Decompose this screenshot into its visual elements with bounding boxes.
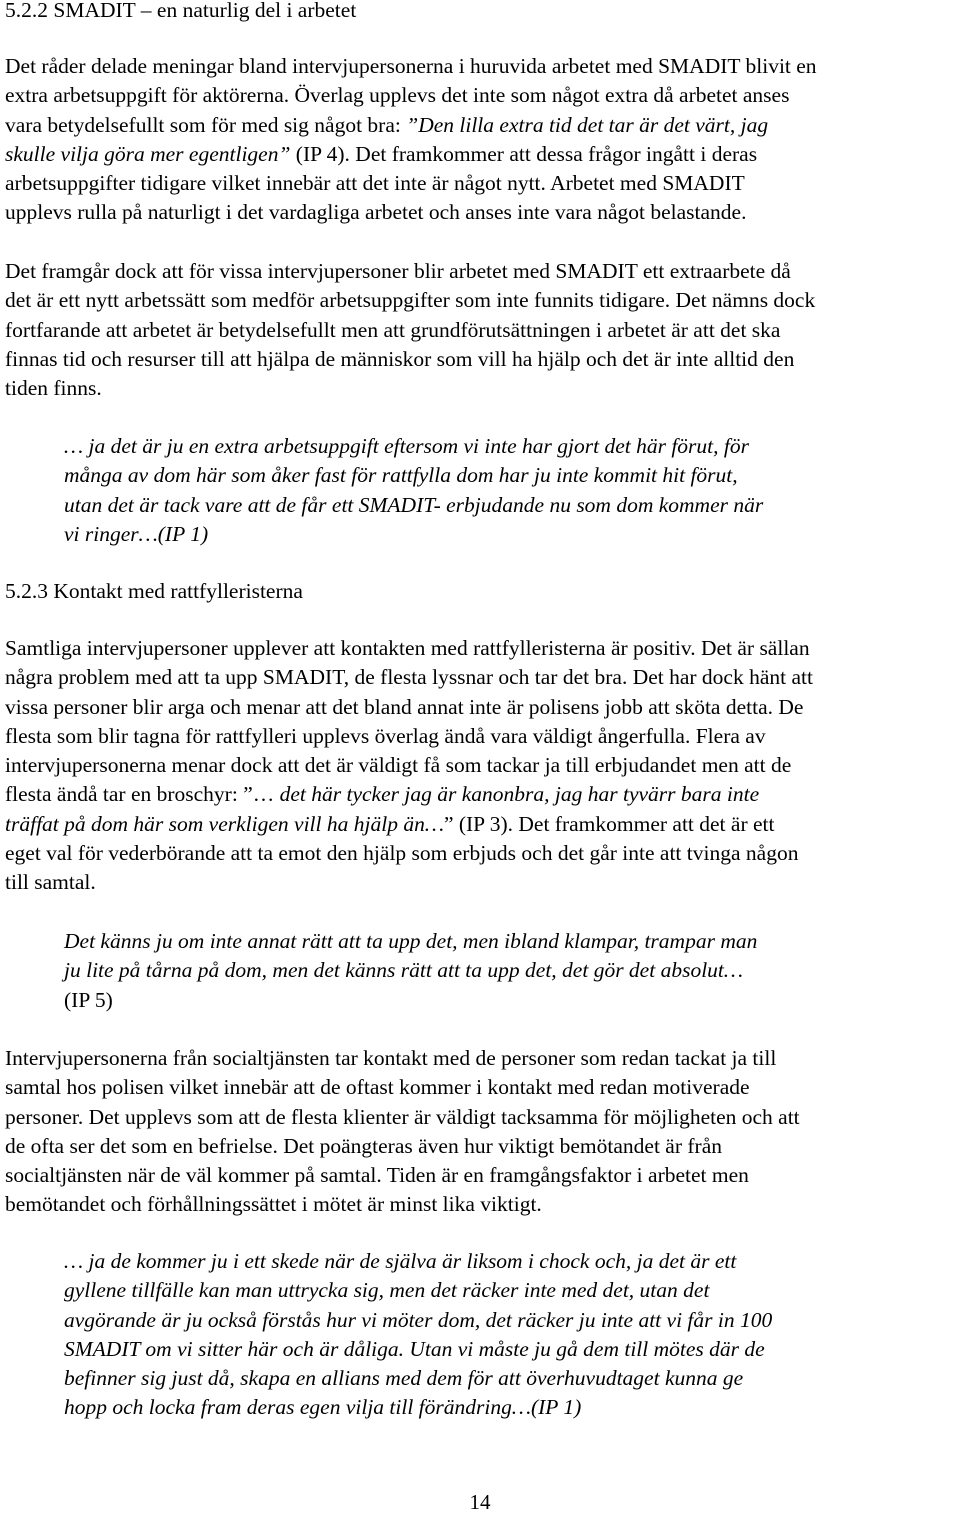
text-line: vi ringer…(IP 1)	[64, 521, 209, 546]
text-line	[5, 111, 951, 140]
text-line: det är ett nytt arbetssätt som medför arbetsuppgifter som inte funnits tidigare. Det nämns dock	[5, 288, 816, 313]
text-line	[5, 634, 951, 663]
text-line	[5, 169, 951, 198]
text-run: vissa personer blir arga och menar att det bland annat inte är polisens jobb att sköta detta. De	[5, 694, 804, 719]
text-line	[5, 81, 951, 110]
text-run: några problem med att ta upp SMADIT, de flesta lyssnar och tar det bra. Det har dock hänt att	[5, 665, 813, 690]
text-line	[5, 780, 951, 809]
text-line	[5, 663, 951, 692]
italic-quote-run: ”Den lilla extra tid det tar är det värt, jag	[406, 112, 769, 137]
text-run: vara betydelsefullt som för med sig något bra:	[5, 112, 407, 137]
text-line: hopp och locka fram deras egen vilja till förändring…(IP 1)	[64, 1395, 582, 1420]
text-line	[5, 722, 951, 751]
text-run: (IP 4). Det framkommer att dessa frågor ingått i deras	[290, 141, 758, 166]
text-line: avgörande är ju också förstås hur vi möter dom, det räcker ju inte att vi får in 100	[64, 1307, 773, 1332]
text-run: flesta ändå tar en broschyr: ”…	[5, 782, 280, 807]
paragraph-contact-positive	[5, 634, 951, 898]
italic-quote-run: träffat på dom här som verkligen vill ha hjälp än…	[5, 811, 444, 836]
text-run: till samtal.	[5, 870, 96, 895]
quote-ip5-feels-right	[64, 927, 924, 1015]
text-line: personer. Det upplevs som att de flesta klienter är väldigt tacksamma för möjligheten och att	[5, 1104, 800, 1129]
text-line	[5, 839, 951, 868]
text-line: gyllene tillfälle kan man uttrycka sig, men det räcker inte med det, utan det	[64, 1278, 710, 1303]
text-line	[5, 868, 951, 897]
section-heading-5-2-2: 5.2.2 SMADIT – en naturlig del i arbetet	[5, 0, 357, 22]
text-line	[5, 198, 951, 227]
text-run: ” (IP 3). Det framkommer att det är ett	[443, 811, 775, 836]
quote-ip1-chock	[64, 1247, 924, 1423]
text-line: Det känns ju om inte annat rätt att ta upp det, men ibland klampar, trampar man	[64, 929, 758, 953]
text-line: … ja det är ju en extra arbetsuppgift eftersom vi inte har gjort det här förut, för	[64, 434, 749, 458]
text-line: Intervjupersonerna från socialtjänsten tar kontakt med de personer som redan tackat ja till	[5, 1046, 777, 1070]
text-run: Samtliga intervjupersoner upplever att kontakten med rattfylleristerna är positiv. Det är sällan	[5, 636, 810, 660]
text-line: många av dom här som åker fast för rattfylla dom har ju inte kommit hit förut,	[64, 463, 738, 488]
paragraph-social-services	[5, 1044, 951, 1220]
text-line	[5, 140, 951, 169]
section-heading-5-2-3: 5.2.3 Kontakt med rattfylleristerna	[5, 579, 303, 603]
text-run: flesta som blir tagna för rattfylleri upplevs överlag ändå vara väldigt ångerfulla. Flera av	[5, 723, 766, 748]
text-line: samtal hos polisen vilket innebär att de oftast kommer i kontakt med redan motiverade	[5, 1075, 750, 1100]
text-line	[5, 810, 951, 839]
text-line	[5, 751, 951, 780]
text-line	[5, 52, 951, 81]
paragraph-smadit-extra-work	[5, 257, 951, 403]
text-line: utan det är tack vare att de får ett SMADIT- erbjudande nu som dom kommer när	[64, 492, 764, 517]
text-line: befinner sig just då, skapa en allians med dem för att överhuvudtaget kunna ge	[64, 1366, 744, 1391]
page-number: 14	[469, 1490, 491, 1514]
text-line: socialtjänsten när de väl kommer på samtal. Tiden är en framgångsfaktor i arbetet men	[5, 1163, 749, 1188]
italic-quote-run: det här tycker jag är kanonbra, jag har tyvärr bara inte	[279, 782, 760, 807]
text-run: eget val för vederbörande att ta emot den hjälp som erbjuds och det går inte att tvinga någon	[5, 841, 799, 866]
text-line: (IP 5)	[64, 987, 113, 1012]
text-line: … ja de kommer ju i ett skede när de själva är liksom i chock och, ja det är ett	[64, 1249, 737, 1273]
text-line: finnas tid och resurser till att hjälpa de människor som vill ha hjälp och det är inte alltid den	[5, 346, 795, 371]
quote-ip1-extra-task	[64, 432, 924, 549]
italic-quote-run: skulle vilja göra mer egentligen”	[5, 141, 291, 166]
text-line: SMADIT om vi sitter här och är dåliga. Utan vi måste ju gå dem till mötes där de	[64, 1336, 765, 1361]
text-line: tiden finns.	[5, 376, 102, 401]
text-run: extra arbetsuppgift för aktörerna. Överlag upplevs det inte som något extra då arbetet anses	[5, 83, 790, 108]
paragraph-smadit-opinions	[5, 52, 951, 228]
text-line: fortfarande att arbetet är betydelsefullt men att grundförutsättningen i arbetet är att det ska	[5, 317, 781, 342]
text-line: bemötandet och förhållningssättet i mötet är minst lika viktigt.	[5, 1192, 542, 1217]
text-run: arbetsuppgifter tidigare vilket innebär att det inte är något nytt. Arbetet med SMADIT	[5, 171, 745, 196]
text-run: Det råder delade meningar bland intervjupersonerna i huruvida arbetet med SMADIT blivit en	[5, 54, 817, 78]
text-run: upplevs rulla på naturligt i det vardagliga arbetet och anses inte vara något belastande.	[5, 200, 747, 225]
text-line: de ofta ser det som en befrielse. Det poängteras även hur viktigt bemötandet är från	[5, 1133, 722, 1158]
text-line: ju lite på tårna på dom, men det känns rätt att ta upp det, det gör det absolut…	[64, 958, 744, 983]
text-line: Det framgår dock att för vissa intervjupersoner blir arbetet med SMADIT ett extraarbete då	[5, 259, 791, 283]
text-run: intervjupersonerna menar dock att det är väldigt få som tackar ja till erbjudandet men att de	[5, 753, 792, 778]
text-line	[5, 693, 951, 722]
